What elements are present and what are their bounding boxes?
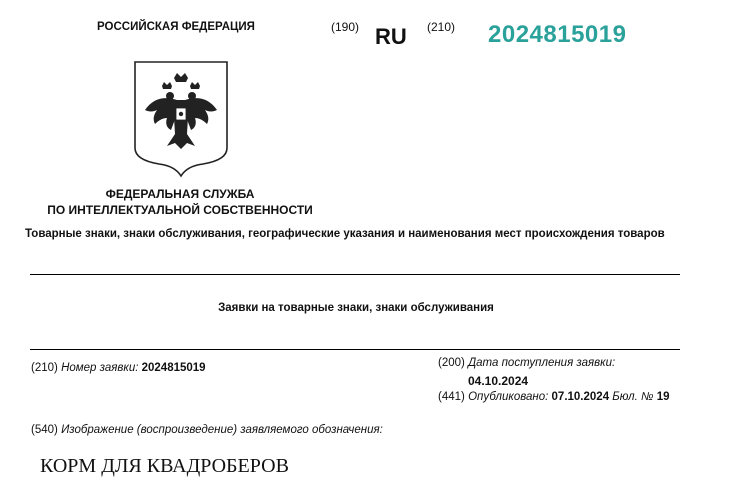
field-label: Номер заявки: xyxy=(61,362,139,374)
bulletin-number: 19 xyxy=(656,391,670,403)
inid-code-210: (210) xyxy=(427,20,456,34)
inid-code-190: (190) xyxy=(331,20,360,34)
application-number-field xyxy=(31,362,206,374)
agency-line-1: ФЕДЕРАЛЬНАЯ СЛУЖБА xyxy=(105,187,255,201)
mark-image-field xyxy=(31,424,383,436)
country-code: RU xyxy=(375,24,407,49)
filing-date-value: 04.10.2024 xyxy=(468,374,529,388)
russian-coat-of-arms-icon xyxy=(133,60,229,178)
bulletin-label: Бюл. № xyxy=(612,391,654,403)
section-title: Заявки на товарные знаки, знаки обслуживания xyxy=(218,302,494,314)
agency-line-2: ПО ИНТЕЛЛЕКТУАЛЬНОЙ СОБСТВЕННОСТИ xyxy=(47,203,313,217)
inid-code: (540) xyxy=(31,424,58,436)
divider-bottom xyxy=(30,349,680,350)
trademark-text: КОРМ ДЛЯ КВАДРОБЕРОВ xyxy=(40,455,289,477)
document-number: 2024815019 xyxy=(488,21,627,48)
publication-field xyxy=(438,391,670,403)
publication-date: 07.10.2024 xyxy=(551,391,610,403)
field-label: Дата поступления заявки: xyxy=(468,357,616,369)
country-name: РОССИЙСКАЯ ФЕДЕРАЦИЯ xyxy=(97,21,255,33)
field-label: Изображение (воспроизведение) заявляемого обозначения: xyxy=(61,424,383,436)
application-number-value: 2024815019 xyxy=(141,362,206,374)
inid-code: (441) xyxy=(438,391,465,403)
field-label: Опубликовано: xyxy=(468,391,549,403)
document-subtitle: Товарные знаки, знаки обслуживания, географические указания и наименования мест происхождения товаров xyxy=(25,228,665,240)
filing-date-field xyxy=(438,357,615,369)
agency-name xyxy=(30,186,330,218)
divider-top xyxy=(30,274,680,275)
inid-code: (210) xyxy=(31,362,58,374)
inid-code: (200) xyxy=(438,357,465,369)
